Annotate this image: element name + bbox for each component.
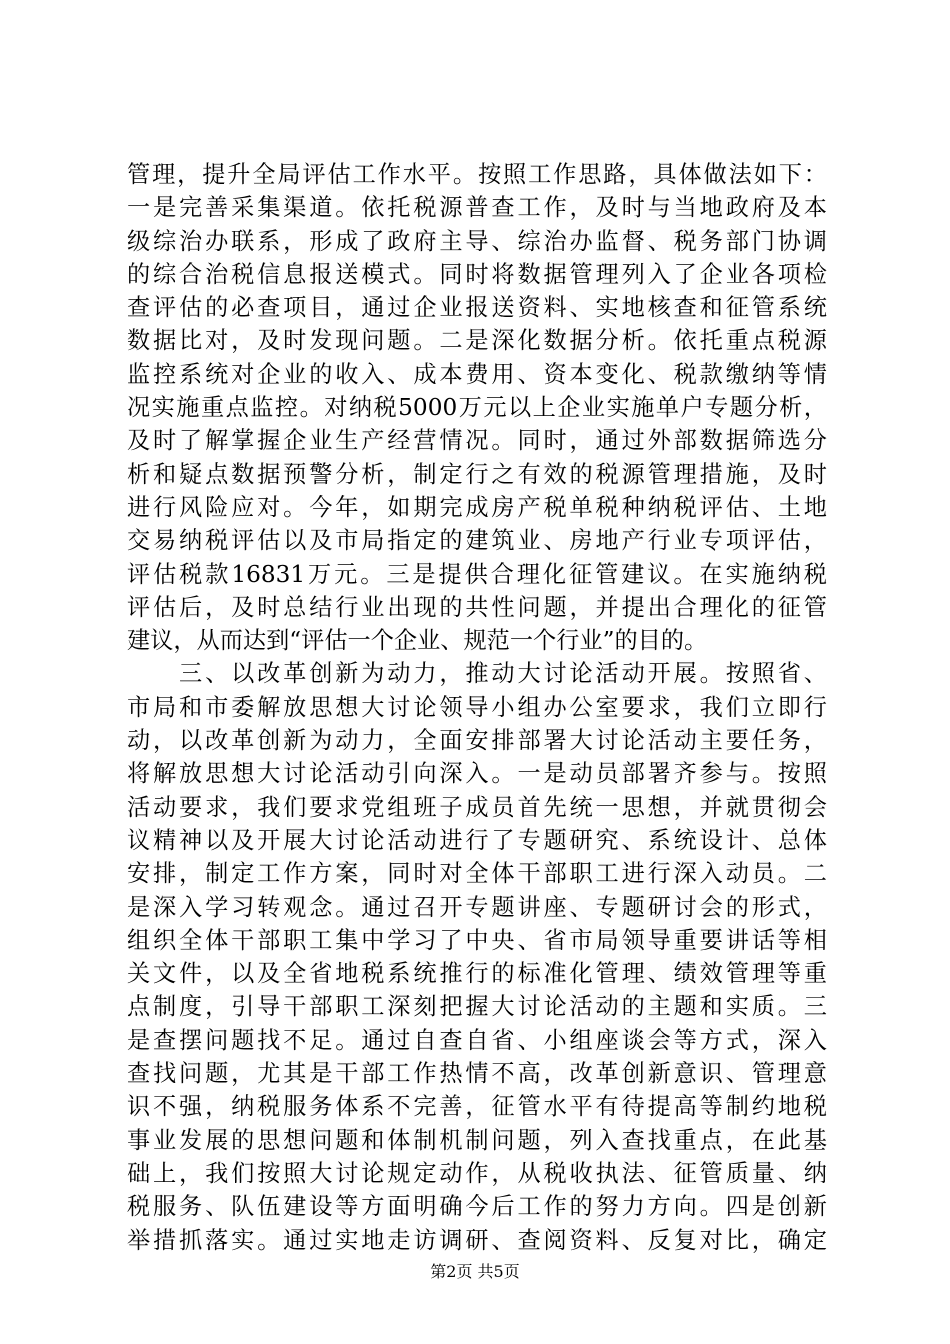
text-line: 点制度，引导干部职工深刻把握大讨论活动的主题和实质。三 xyxy=(127,993,827,1021)
text-line: 安排，制定工作方案，同时对全体干部职工进行深入动员。二 xyxy=(127,860,827,888)
text-line: 活动要求，我们要求党组班子成员首先统一思想，并就贯彻会 xyxy=(127,793,827,821)
text-line: 是查摆问题找不足。通过自查自省、小组座谈会等方式，深入 xyxy=(127,1026,827,1054)
text-line: 动，以改革创新为动力，全面安排部署大讨论活动主要任务， xyxy=(127,727,827,755)
text-line: 况实施重点监控。对纳税5000万元以上企业实施单户专题分析， xyxy=(127,394,827,422)
text-line: 监控系统对企业的收入、成本费用、资本变化、税款缴纳等情 xyxy=(127,360,827,388)
text-line: 级综治办联系，形成了政府主导、综治办监督、税务部门协调 xyxy=(127,227,827,255)
text-line: 析和疑点数据预警分析，制定行之有效的税源管理措施，及时 xyxy=(127,460,827,488)
text-line: 的综合治税信息报送模式。同时将数据管理列入了企业各项检 xyxy=(127,260,827,288)
text-line: 管理，提升全局评估工作水平。按照工作思路，具体做法如下： xyxy=(127,161,827,188)
text-line: 及时了解掌握企业生产经营情况。同时，通过外部数据筛选分 xyxy=(127,427,827,455)
text-line: 础上，我们按照大讨论规定动作，从税收执法、征管质量、纳 xyxy=(127,1159,827,1187)
text-line: 一是完善采集渠道。依托税源普查工作，及时与当地政府及本 xyxy=(127,194,827,222)
text-line: 关文件，以及全省地税系统推行的标准化管理、绩效管理等重 xyxy=(127,960,827,988)
text-line: 评估税款16831万元。三是提供合理化征管建议。在实施纳税 xyxy=(127,560,827,588)
document-body xyxy=(127,158,827,1257)
page-footer: 第2页 共5页 xyxy=(430,1262,520,1281)
text-line: 市局和市委解放思想大讨论领导小组办公室要求，我们立即行 xyxy=(127,693,827,721)
text-line: 三、以改革创新为动力，推动大讨论活动开展。按照省、 xyxy=(127,660,827,688)
text-line: 是深入学习转观念。通过召开专题讲座、专题研讨会的形式， xyxy=(127,893,827,921)
text-line: 数据比对，及时发现问题。二是深化数据分析。依托重点税源 xyxy=(127,327,827,355)
text-line: 交易纳税评估以及市局指定的建筑业、房地产行业专项评估， xyxy=(127,527,827,555)
text-line: 事业发展的思想问题和体制机制问题，列入查找重点，在此基 xyxy=(127,1126,827,1154)
text-line: 建议，从而达到“评估一个企业、规范一个行业”的目的。 xyxy=(127,627,708,655)
text-line: 组织全体干部职工集中学习了中央、省市局领导重要讲话等相 xyxy=(127,926,827,954)
text-line: 查找问题，尤其是干部工作热情不高，改革创新意识、管理意 xyxy=(127,1060,827,1088)
text-line: 举措抓落实。通过实地走访调研、查阅资料、反复对比，确定 xyxy=(127,1226,827,1254)
text-line: 议精神以及开展大讨论活动进行了专题研究、系统设计、总体 xyxy=(127,826,827,854)
text-line: 查评估的必查项目，通过企业报送资料、实地核查和征管系统 xyxy=(127,294,827,322)
text-line: 评估后，及时总结行业出现的共性问题，并提出合理化的征管 xyxy=(127,593,827,621)
text-line: 识不强，纳税服务体系不完善，征管水平有待提高等制约地税 xyxy=(127,1093,827,1121)
text-line: 税服务、队伍建设等方面明确今后工作的努力方向。四是创新 xyxy=(127,1193,827,1221)
text-line: 进行风险应对。今年，如期完成房产税单税种纳税评估、土地 xyxy=(127,493,827,521)
text-line: 将解放思想大讨论活动引向深入。一是动员部署齐参与。按照 xyxy=(127,760,827,788)
